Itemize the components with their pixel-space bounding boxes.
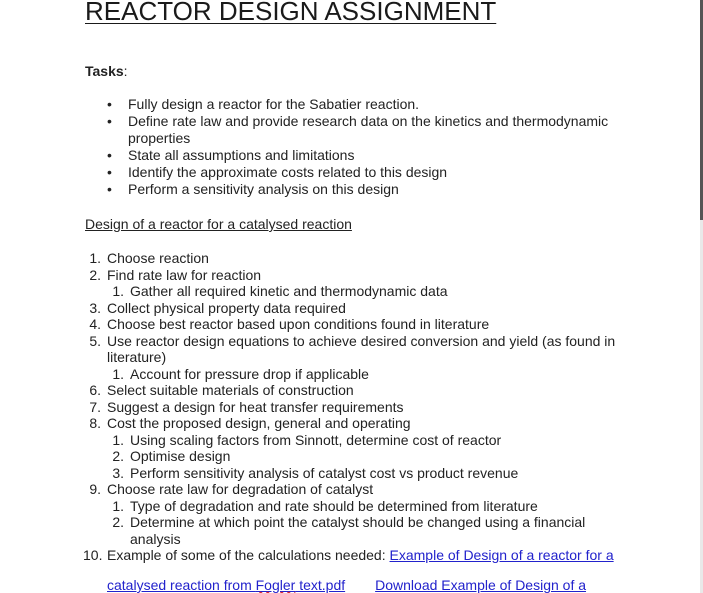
step-text: Optimise design bbox=[130, 448, 231, 464]
list-item bbox=[85, 366, 635, 383]
step-text: Choose reaction bbox=[107, 250, 209, 266]
link-continuation-row bbox=[107, 577, 586, 593]
bullet-icon: • bbox=[107, 113, 112, 129]
list-item bbox=[85, 267, 635, 284]
tasks-label bbox=[85, 63, 128, 79]
list-item bbox=[85, 333, 635, 366]
step-number: 8. bbox=[89, 415, 101, 431]
task-text: Perform a sensitivity analysis on this design bbox=[128, 181, 399, 197]
step-text: Perform sensitivity analysis of catalyst cost vs product revenue bbox=[130, 464, 519, 481]
task-text: Define rate law and provide research data on the kinetics and thermodynamic properties bbox=[128, 113, 609, 146]
tasks-list bbox=[85, 96, 630, 198]
step-number: 1. bbox=[112, 365, 124, 382]
step-number: 7. bbox=[89, 398, 101, 415]
step-text: Gather all required kinetic and thermodynamic data bbox=[130, 283, 448, 299]
list-item bbox=[85, 481, 635, 498]
list-item bbox=[85, 498, 635, 515]
task-text: Fully design a reactor for the Sabatier reaction. bbox=[128, 96, 420, 112]
step-text: Suggest a design for heat transfer requirements bbox=[107, 398, 404, 415]
step-number: 1. bbox=[89, 250, 101, 266]
step-number: 1. bbox=[112, 431, 124, 448]
list-item bbox=[85, 147, 630, 164]
section-heading: Design of a reactor for a catalysed reaction bbox=[85, 216, 352, 232]
step-number: 9. bbox=[89, 481, 101, 497]
step-text: Account for pressure drop if applicable bbox=[130, 365, 369, 382]
list-item bbox=[85, 300, 635, 317]
bullet-icon: • bbox=[107, 164, 112, 180]
step-text: Example of some of the calculations needed: bbox=[107, 547, 390, 563]
step-number: 3. bbox=[89, 299, 101, 316]
list-item bbox=[85, 283, 635, 300]
spellcheck-word: Fogler bbox=[255, 577, 296, 593]
page-title: REACTOR DESIGN ASSIGNMENT bbox=[85, 0, 497, 26]
step-text: Type of degradation and rate should be determined from literature bbox=[130, 497, 538, 514]
example-design-link[interactable]: Example of Design of a reactor for a bbox=[389, 547, 614, 563]
step-text: Collect physical property data required bbox=[107, 299, 346, 316]
step-number: 6. bbox=[89, 382, 101, 398]
task-text: Identify the approximate costs related to this design bbox=[128, 164, 448, 180]
step-text: Determine at which point the catalyst should be changed using a financial analysis bbox=[130, 514, 586, 547]
step-number: 10. bbox=[83, 547, 103, 563]
bullet-icon: • bbox=[107, 96, 112, 112]
step-text: Cost the proposed design, general and operating bbox=[107, 415, 411, 431]
list-item bbox=[85, 382, 635, 399]
design-steps-list bbox=[85, 250, 635, 564]
example-design-link-continued[interactable] bbox=[107, 577, 345, 593]
step-number: 1. bbox=[112, 497, 124, 514]
list-item bbox=[85, 415, 635, 432]
step-number: 4. bbox=[89, 316, 101, 332]
list-item bbox=[85, 164, 630, 181]
step-number: 1. bbox=[112, 283, 124, 299]
step-number: 2. bbox=[112, 448, 124, 464]
tasks-label-colon: : bbox=[123, 63, 128, 79]
step-number: 3. bbox=[112, 464, 124, 481]
list-item bbox=[85, 316, 635, 333]
bullet-icon: • bbox=[107, 181, 112, 197]
step-number: 2. bbox=[89, 266, 101, 283]
list-item bbox=[85, 514, 635, 547]
list-item bbox=[85, 250, 635, 267]
download-example-link[interactable]: Download Example of Design of a bbox=[375, 577, 587, 593]
link-text: catalysed reaction from bbox=[107, 577, 256, 593]
step-text: Using scaling factors from Sinnott, determine cost of reactor bbox=[130, 431, 502, 448]
link-text: text.pdf bbox=[295, 577, 346, 593]
list-item bbox=[85, 465, 635, 482]
step-text: Find rate law for reaction bbox=[107, 266, 262, 283]
task-text: State all assumptions and limitations bbox=[128, 147, 355, 163]
list-item bbox=[85, 399, 635, 416]
list-item bbox=[85, 181, 630, 198]
list-item bbox=[85, 547, 635, 564]
step-number: 5. bbox=[89, 332, 101, 349]
step-number: 2. bbox=[112, 514, 124, 530]
bullet-icon: • bbox=[107, 147, 112, 163]
list-item bbox=[85, 96, 630, 113]
step-text: Select suitable materials of construction bbox=[107, 382, 354, 398]
list-item bbox=[85, 432, 635, 449]
step-text: Choose rate law for degradation of catalyst bbox=[107, 481, 374, 497]
list-item bbox=[85, 113, 630, 147]
step-text: Use reactor design equations to achieve desired conversion and yield (as found in literature) bbox=[107, 332, 616, 365]
list-item bbox=[85, 448, 635, 465]
tasks-label-text: Tasks bbox=[85, 63, 124, 79]
step-text: Choose best reactor based upon conditions found in literature bbox=[107, 316, 490, 332]
